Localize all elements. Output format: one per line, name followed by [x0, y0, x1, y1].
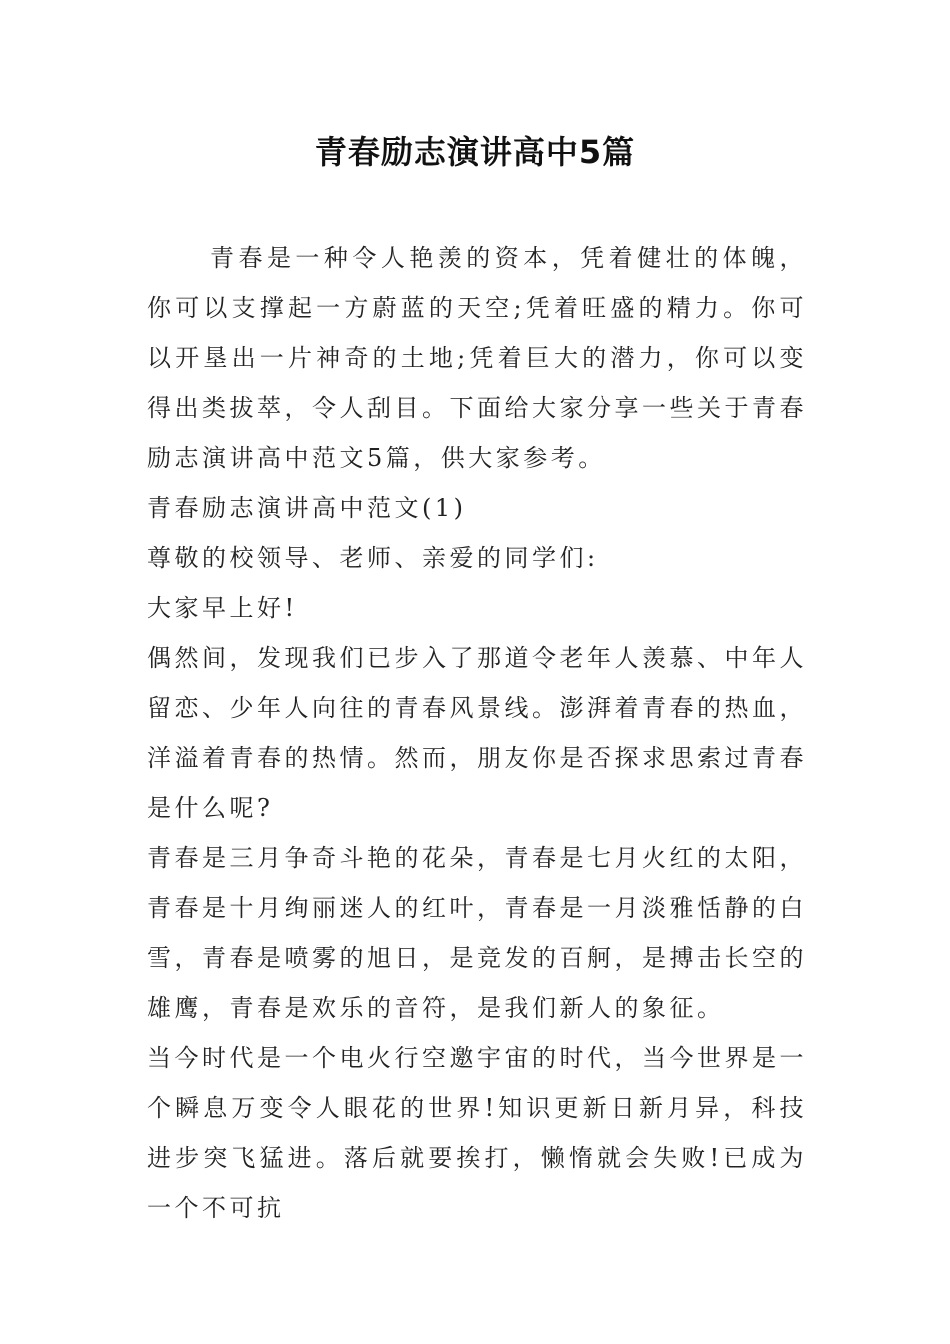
body-paragraph: 青春是三月争奇斗艳的花朵，青春是七月火红的太阳，青春是十月绚丽迷人的红叶，青春是一月淡雅恬静的白雪，青春是喷雾的旭日，是竞发的百舸，是搏击长空的雄鹰，青春是欢乐的音符，是我们新人的象征。	[147, 844, 807, 1022]
document-title: 青春励志演讲高中5篇	[314, 133, 636, 171]
salutation: 尊敬的校领导、老师、亲爱的同学们:	[147, 544, 599, 572]
body-paragraph: 偶然间，发现我们已步入了那道令老年人羡慕、中年人留恋、少年人向往的青春风景线。澎湃着青春的热血，洋溢着青春的热情。然而，朋友你是否探求思索过青春是什么呢?	[147, 644, 807, 822]
document-body	[147, 233, 807, 1233]
section-heading: 青春励志演讲高中范文(1)	[147, 494, 467, 522]
body-paragraph: 当今时代是一个电火行空邀宇宙的时代，当今世界是一个瞬息万变令人眼花的世界!知识更新日新月异，科技进步突飞猛进。落后就要挨打，懒惰就会失败!已成为一个不可抗	[147, 1044, 807, 1222]
intro-paragraph: 青春是一种令人艳羡的资本，凭着健壮的体魄，你可以支撑起一方蔚蓝的天空;凭着旺盛的精力。你可以开垦出一片神奇的土地;凭着巨大的潜力，你可以变得出类拔萃，令人刮目。下面给大家分享一些关于青春励志演讲高中范文5篇，供大家参考。	[147, 244, 807, 472]
greeting: 大家早上好!	[147, 594, 298, 622]
